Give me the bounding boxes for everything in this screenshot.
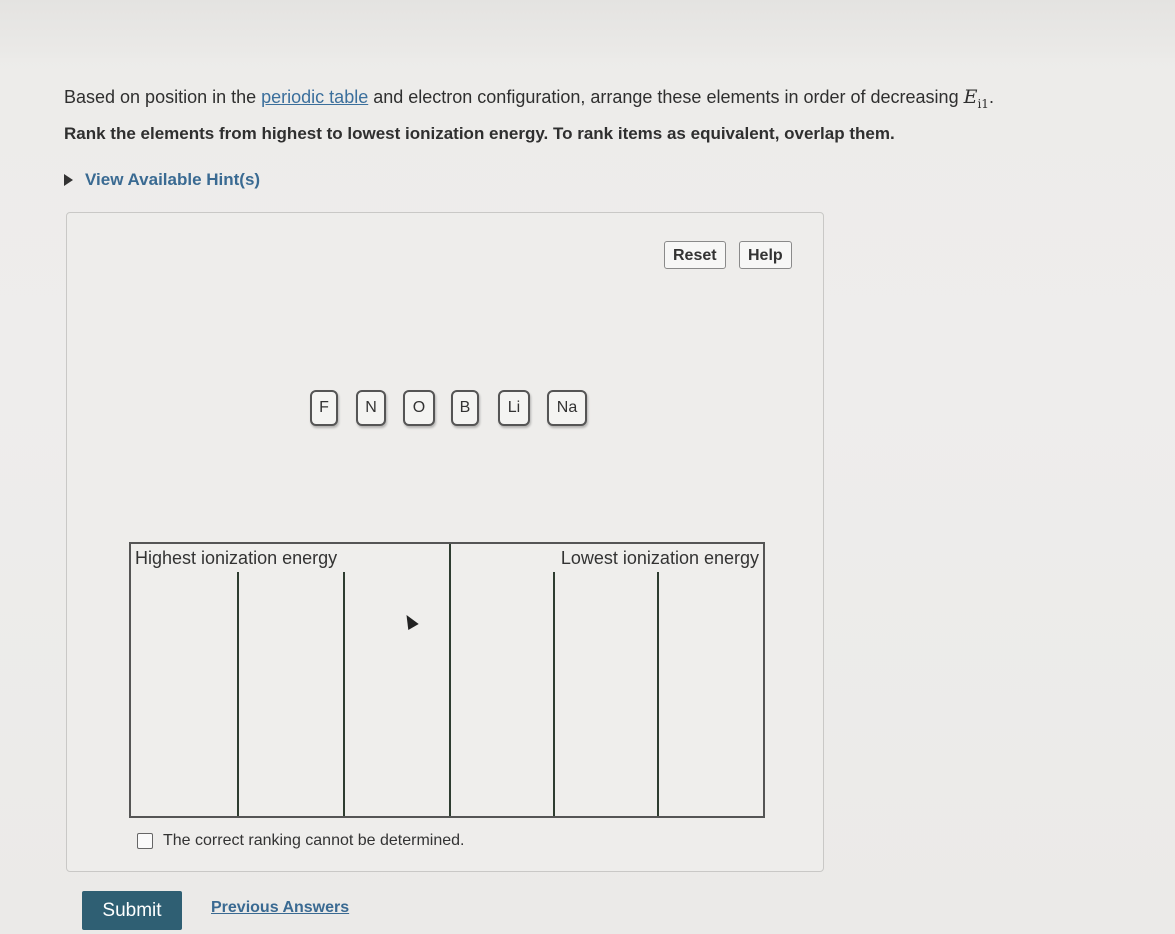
element-chip-na[interactable]: Na — [547, 390, 587, 426]
prompt-period: . — [988, 87, 994, 107]
element-chip-bank — [0, 390, 1175, 430]
question-prompt — [64, 86, 994, 111]
element-chip-b[interactable]: B — [451, 390, 479, 426]
cannot-determine-label: The correct ranking cannot be determined. — [163, 832, 465, 849]
prompt-text-start: Based on position in the — [64, 87, 262, 107]
rank-slot-5[interactable] — [555, 572, 657, 816]
top-band — [0, 0, 1175, 58]
ranking-grid — [129, 542, 765, 818]
cannot-determine-checkbox[interactable] — [137, 833, 153, 849]
ionization-energy-symbol — [963, 86, 989, 111]
view-hints-label: View Available Hint(s) — [85, 170, 261, 189]
element-chip-f[interactable]: F — [310, 390, 338, 426]
math-subscript: i1 — [977, 96, 989, 111]
submit-button[interactable]: Submit — [82, 891, 182, 930]
prompt-text-end: and electron configuration, arrange these elements in order of decreasing — [368, 87, 964, 107]
help-button[interactable]: Help — [739, 241, 792, 269]
caret-right-icon — [64, 174, 73, 186]
rank-slot-6[interactable] — [659, 572, 763, 816]
element-chip-n[interactable]: N — [356, 390, 386, 426]
reset-button[interactable]: Reset — [664, 241, 726, 269]
math-e: E — [963, 86, 978, 108]
element-chip-li[interactable]: Li — [498, 390, 530, 426]
element-chip-o[interactable]: O — [403, 390, 435, 426]
view-hints-toggle[interactable] — [64, 170, 260, 190]
lowest-ionization-label: Lowest ionization energy — [560, 548, 759, 568]
previous-answers-link[interactable]: Previous Answers — [211, 899, 350, 916]
rank-slot-1[interactable] — [131, 572, 237, 816]
rank-slot-2[interactable] — [239, 572, 343, 816]
rank-slot-4[interactable] — [451, 572, 553, 816]
periodic-table-link[interactable]: periodic table — [261, 87, 369, 107]
instruction-text: Rank the elements from highest to lowest ionization energy. To rank items as equivalent, overlap them. — [64, 124, 895, 143]
highest-ionization-label: Highest ionization energy — [135, 548, 338, 568]
cannot-determine-option[interactable] — [137, 832, 465, 850]
rank-slot-3[interactable] — [345, 572, 449, 816]
